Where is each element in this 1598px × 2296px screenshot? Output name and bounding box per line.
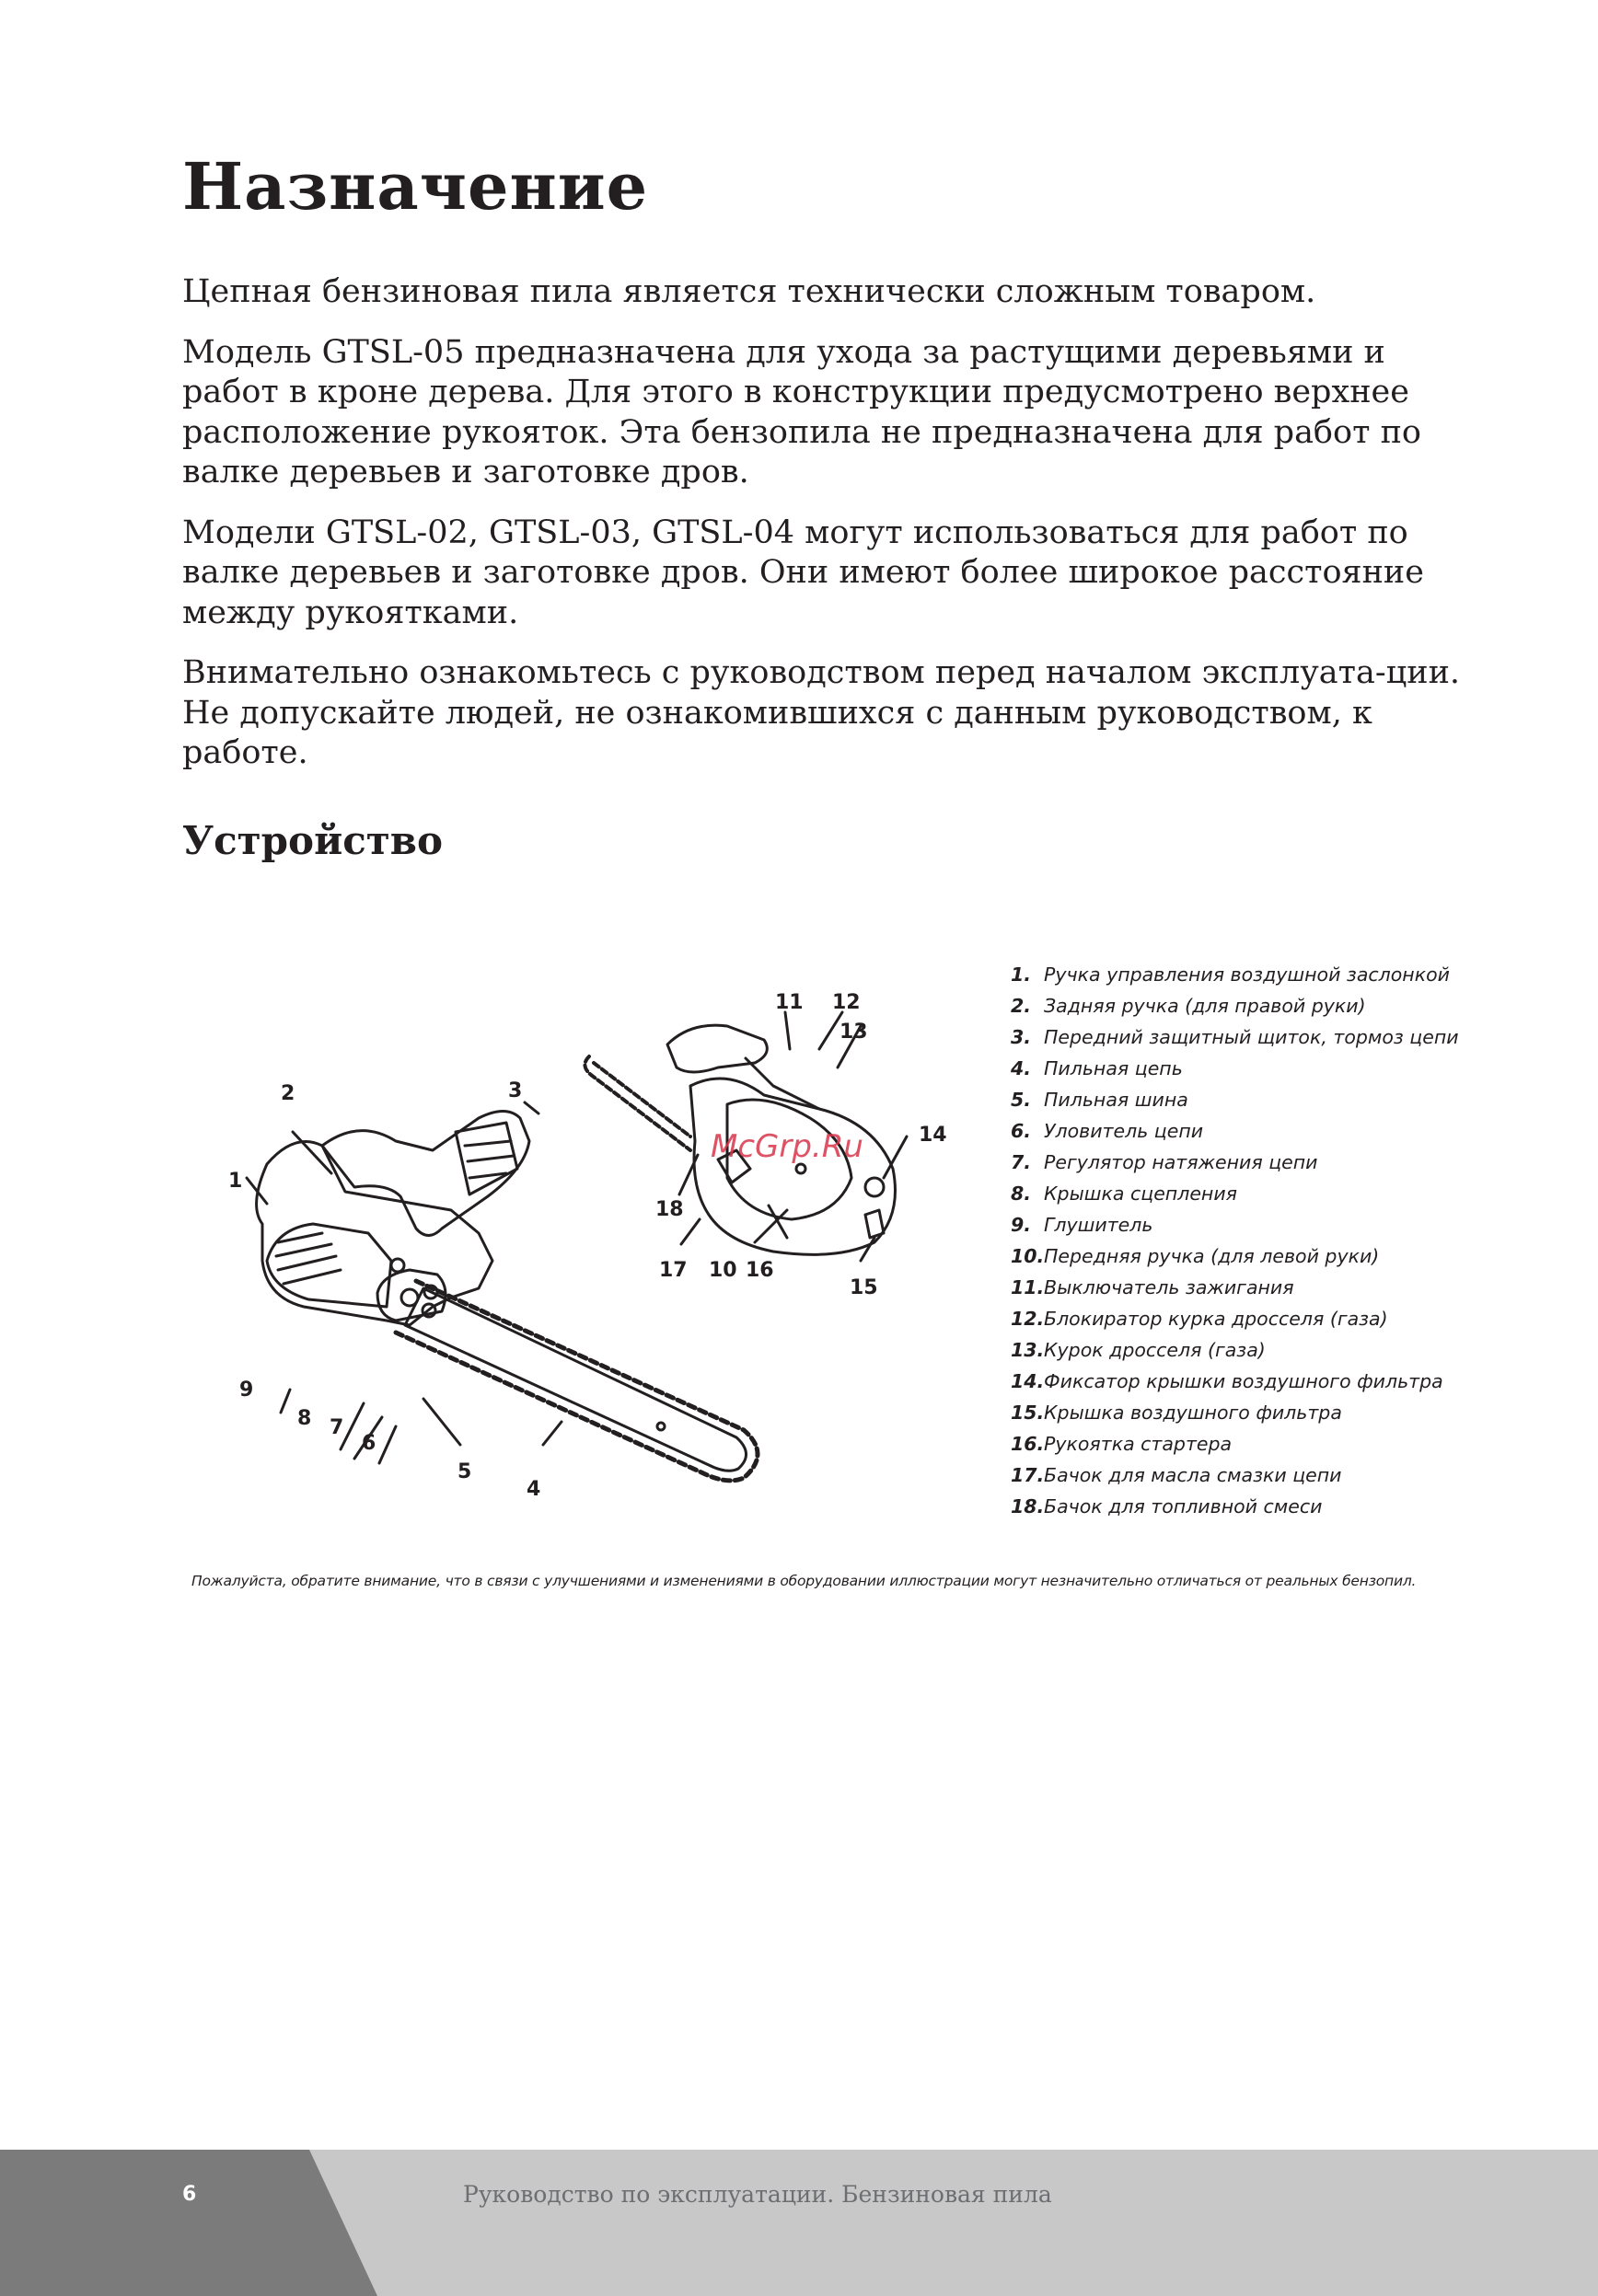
legend-item: 18.Бачок для топливной смеси	[1011, 1495, 1323, 1517]
callout-3: 3	[508, 1079, 523, 1102]
section-title: Устройство	[182, 818, 444, 863]
legend-item: 6. Уловитель цепи	[1011, 1120, 1204, 1142]
callout-10: 10	[709, 1259, 737, 1282]
callout-12: 12	[832, 991, 861, 1014]
paragraph: Внимательно ознакомьтесь с руководством перед началом эксплуата-ции. Не допускайте людей, не ознакомившихся с данным руководством, к работе.	[182, 654, 1461, 771]
footer-title: Руководство по эксплуатации. Бензиновая пила	[463, 2181, 1052, 2208]
legend-item: 9. Глушитель	[1011, 1214, 1153, 1236]
callout-7: 7	[330, 1416, 344, 1439]
legend-item: 11.Выключатель зажигания	[1011, 1276, 1294, 1298]
callout-16: 16	[746, 1259, 774, 1282]
page-number: 6	[182, 2183, 197, 2206]
legend-item: 1. Ручка управления воздушной заслонкой	[1011, 963, 1450, 986]
callout-18: 18	[655, 1198, 684, 1221]
legend-item: 10.Передняя ручка (для левой руки)	[1011, 1245, 1380, 1267]
chainsaw-diagram	[175, 957, 1003, 1509]
saw-small-bar	[585, 1056, 690, 1150]
legend-item: 17.Бачок для масла смазки цепи	[1011, 1464, 1342, 1486]
legend-item: 3. Передний защитный щиток, тормоз цепи	[1011, 1026, 1459, 1048]
illustration-note: Пожалуйста, обратите внимание, что в связи с улучшениями и изменениями в оборудовании иллюстрации могут незначительно отличаться от реальных бензопил.	[191, 1573, 1417, 1589]
page-footer	[0, 2150, 1598, 2296]
legend-item: 13.Курок дросселя (газа)	[1011, 1339, 1266, 1361]
footer-page-tab	[0, 2150, 387, 2296]
callout-11: 11	[775, 991, 804, 1014]
legend-item: 2. Задняя ручка (для правой руки)	[1011, 995, 1366, 1017]
callout-1: 1	[228, 1170, 243, 1193]
legend-item: 5. Пильная шина	[1011, 1089, 1188, 1111]
paragraph: Цепная бензиновая пила является технически сложным товаром.	[182, 273, 1316, 310]
callout-4: 4	[527, 1478, 541, 1501]
legend-item: 14.Фиксатор крышки воздушного фильтра	[1011, 1370, 1443, 1392]
watermark: McGrp.Ru	[711, 1128, 863, 1165]
intro-text	[182, 272, 1471, 794]
saw-engine-cover	[267, 1224, 391, 1307]
legend-item: 7. Регулятор натяжения цепи	[1011, 1151, 1318, 1173]
saw-bar	[405, 1288, 747, 1471]
callout-2: 2	[281, 1082, 295, 1105]
callout-13: 13	[840, 1021, 868, 1044]
page-title: Назначение	[182, 148, 649, 225]
callout-9: 9	[239, 1379, 254, 1402]
callout-6: 6	[362, 1432, 376, 1455]
saw-chain	[396, 1281, 758, 1481]
legend-item: 8. Крышка сцепления	[1011, 1183, 1237, 1205]
legend-item: 16.Рукоятка стартера	[1011, 1433, 1233, 1455]
legend-item: 12.Блокиратор курка дросселя (газа)	[1011, 1308, 1388, 1330]
parts-legend	[1011, 959, 1581, 1522]
callout-14: 14	[919, 1124, 947, 1147]
callout-17: 17	[659, 1259, 688, 1282]
paragraph: Модель GTSL-05 предназначена для ухода за растущими деревьями и работ в кроне дерева. Для этого в конструкции предусмотрено верхнее расположение рукояток. Эта бензопила не предназначена для работ по валке деревьев и заготовке дров.	[182, 333, 1421, 490]
legend-item: 15.Крышка воздушного фильтра	[1011, 1402, 1342, 1424]
paragraph: Модели GTSL-02, GTSL-03, GTSL-04 могут использоваться для работ по валке деревьев и заготовке дров. Они имеют более широкое расстояние между рукоятками.	[182, 513, 1424, 631]
legend-item: 4. Пильная цепь	[1011, 1057, 1183, 1079]
callout-8: 8	[297, 1407, 312, 1430]
callout-5: 5	[457, 1460, 472, 1483]
callout-15: 15	[850, 1276, 878, 1299]
